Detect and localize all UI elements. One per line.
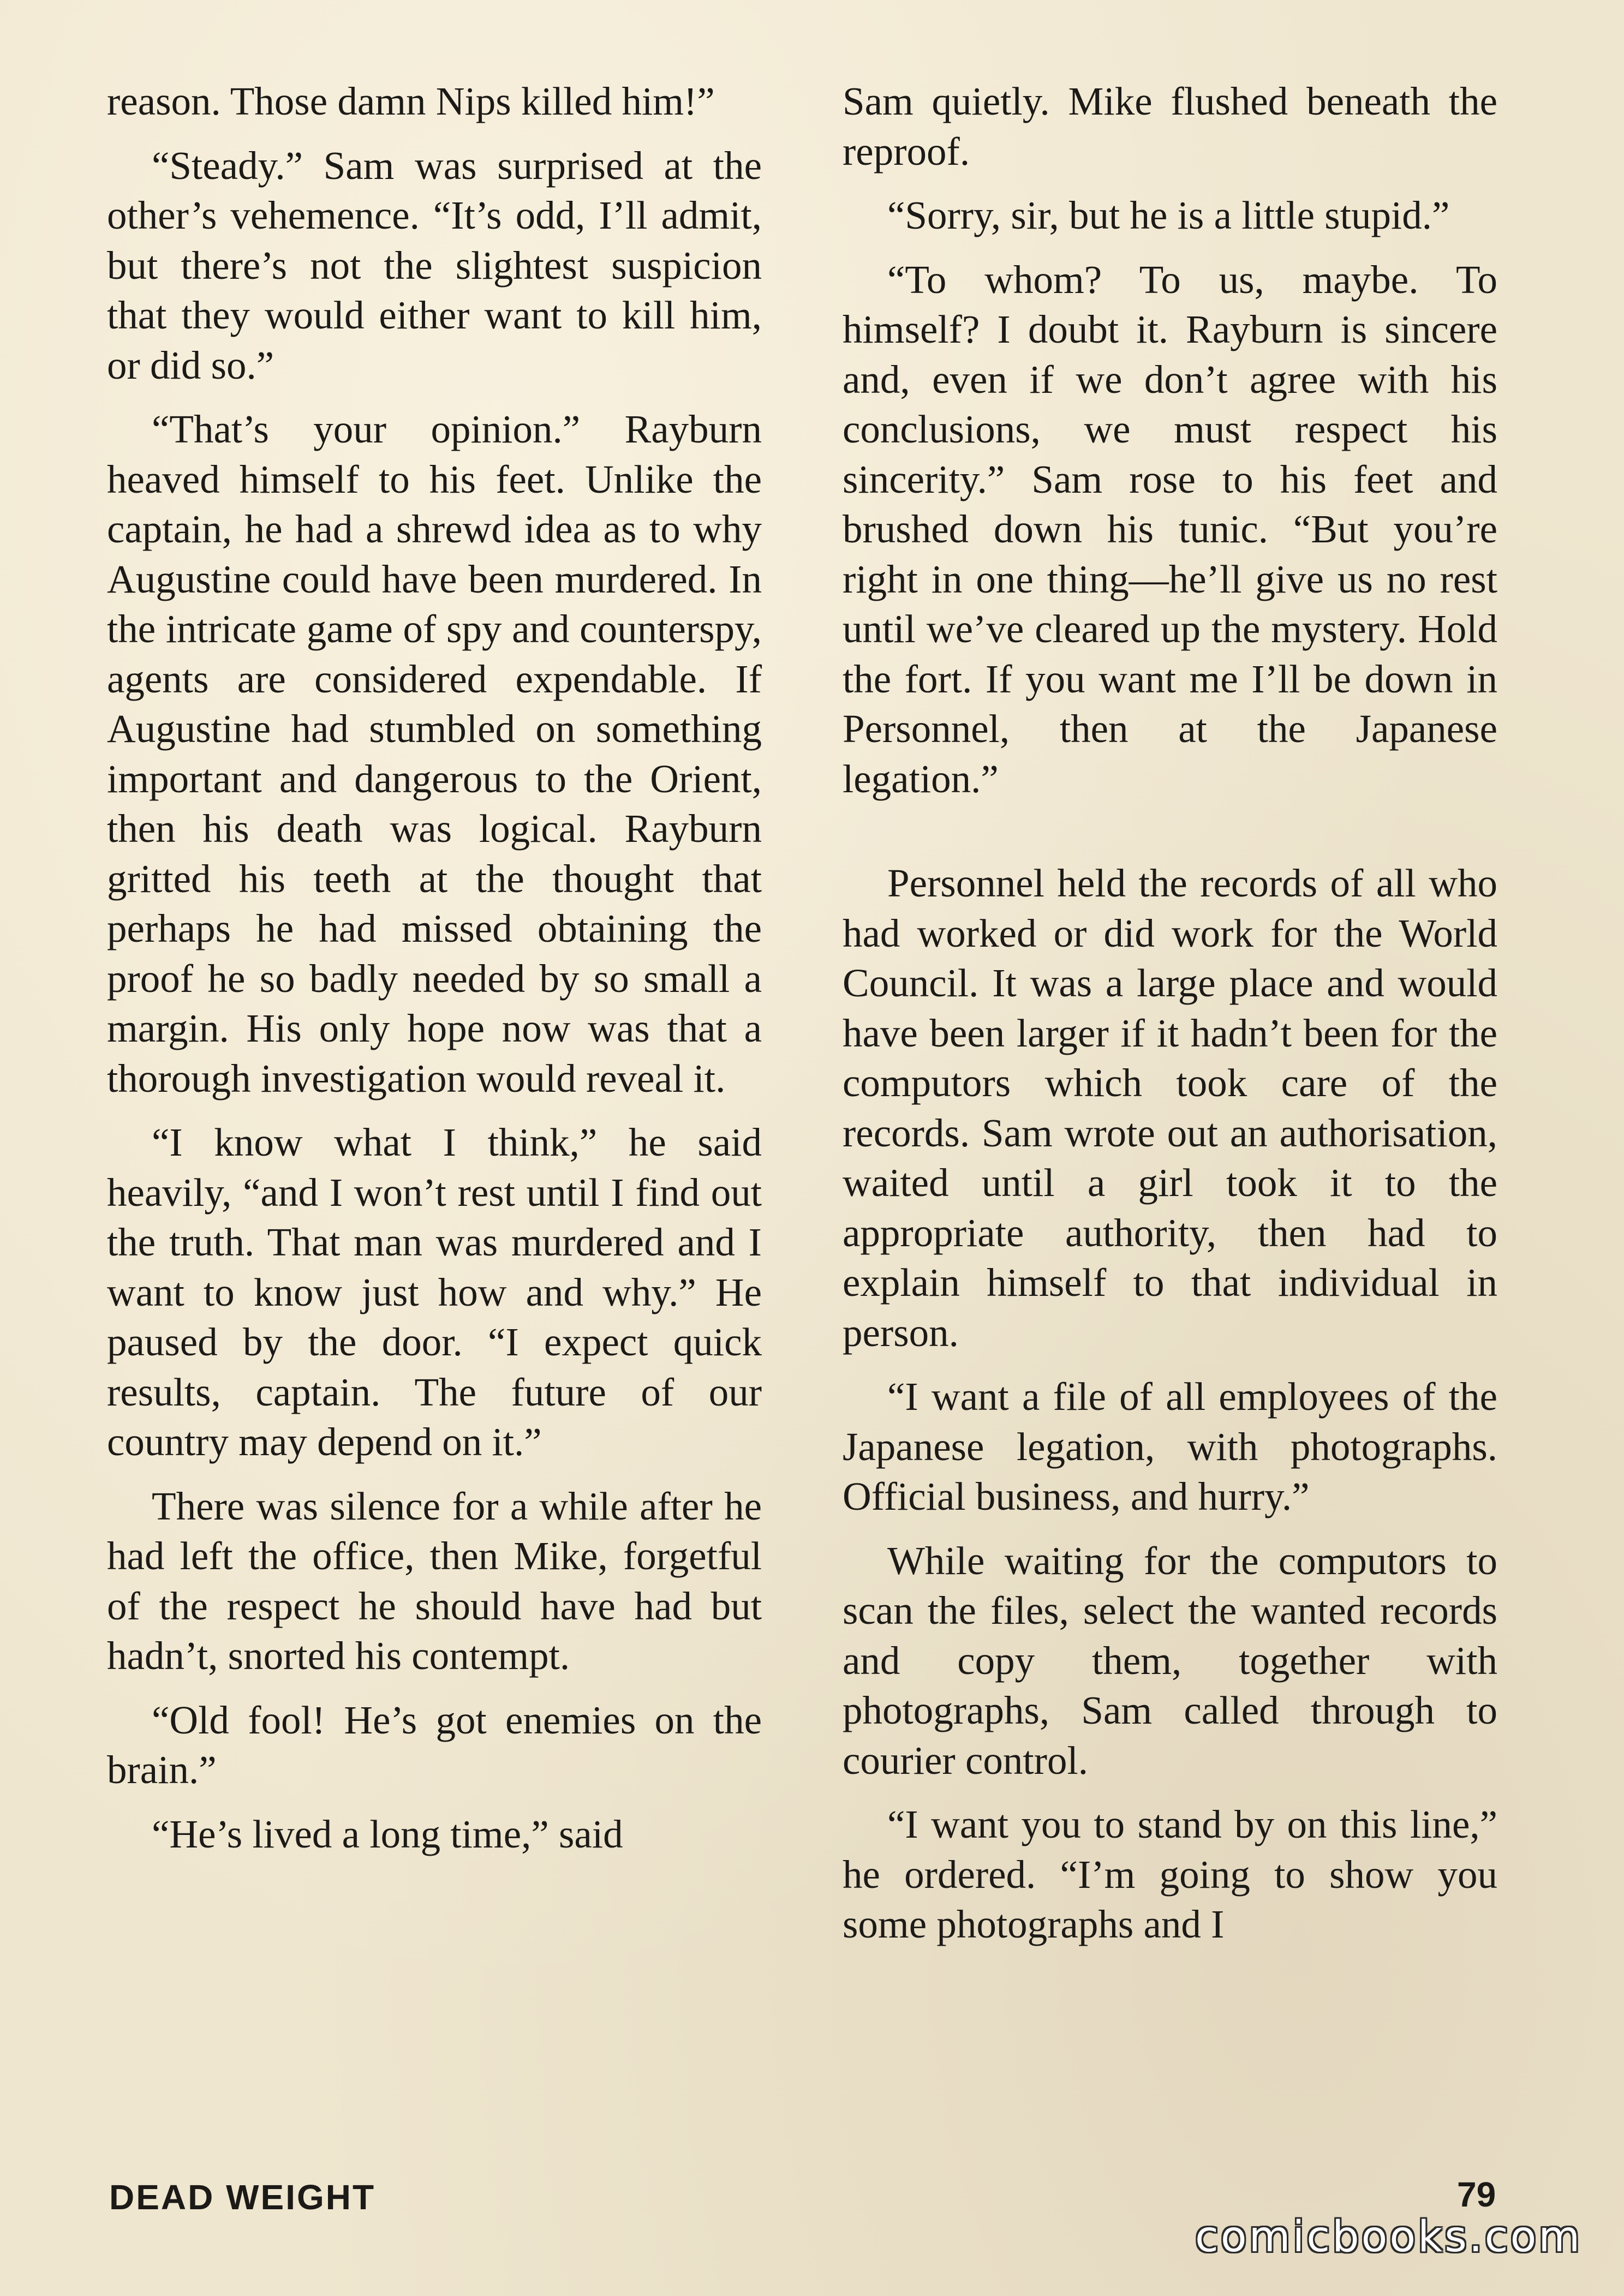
paragraph: “That’s your opinion.” Rayburn heaved himself to his feet. Unlike the captain, he had a shrewd idea as to why Augustine could have been murdered. In the intricate game of spy and counterspy, agents are considered expendable. If Augustine had stumbled on something important and dangerous to the Orient, then his death was logical. Rayburn gritted his teeth at the thought that perhaps he had missed obtaining the proof he so badly needed by so small a margin. His only hope now was that a thorough investigation would reveal it. xyxy=(107,407,762,1101)
site-watermark: comicbooks.com xyxy=(1195,2213,1583,2262)
paragraph: “Old fool! He’s got enemies on the brain.” xyxy=(107,1697,762,1792)
paragraph: Sam quietly. Mike flushed beneath the reproof. xyxy=(843,79,1497,174)
paragraph: “He’s lived a long time,” said xyxy=(152,1811,623,1856)
page-number: 79 xyxy=(1457,2175,1496,2214)
paragraph: “I want a file of all employees of the Japanese legation, with photographs. Official business, and hurry.” xyxy=(843,1374,1497,1518)
paragraph: “To whom? To us, maybe. To himself? I doubt it. Rayburn is sincere and, even if we don’t agree with his conclusions, we must respect his sincerity.” Sam rose to his feet and brushed down his tunic. “But you’re right in one thing—he’ll give us no rest until we’ve cleared up the mystery. Hold the fort. If you want me I’ll be down in Personnel, then at the Japanese legation.” xyxy=(843,257,1497,801)
right-text-column xyxy=(843,76,1497,1964)
paragraph: There was silence for a while after he had left the office, then Mike, forgetful of the respect he should have had but hadn’t, snorted his contempt. xyxy=(107,1484,762,1678)
paragraph: reason. Those damn Nips killed him!” xyxy=(107,79,715,123)
left-text-column xyxy=(107,76,762,1873)
paragraph: “Steady.” Sam was surprised at the other’s vehemence. “It’s odd, I’ll admit, but there’s not the slightest suspicion that they would either want to kill him, or did so.” xyxy=(107,143,762,387)
paragraph: “I want you to stand by on this line,” he ordered. “I’m going to show you some photographs and I xyxy=(843,1802,1497,1946)
paragraph: “Sorry, sir, but he is a little stupid.” xyxy=(887,193,1450,237)
paragraph: Personnel held the records of all who had worked or did work for the World Council. It was a large place and would have been larger if it hadn’t been for the computors which took care of the records. Sam wrote out an authorisation, waited until a girl took it to the appropriate authority, then had to explain himself to that individual in person. xyxy=(843,861,1497,1355)
paragraph: While waiting for the computors to scan the files, select the wanted records and copy them, together with photographs, Sam called through to courier control. xyxy=(843,1538,1497,1783)
running-footer-title: DEAD WEIGHT xyxy=(109,2178,376,2217)
paragraph: “I know what I think,” he said heavily, “and I won’t rest until I find out the truth. That man was murdered and I want to know just how and why.” He paused by the door. “I expect quick results, captain. The future of our country may depend on it.” xyxy=(107,1120,762,1464)
